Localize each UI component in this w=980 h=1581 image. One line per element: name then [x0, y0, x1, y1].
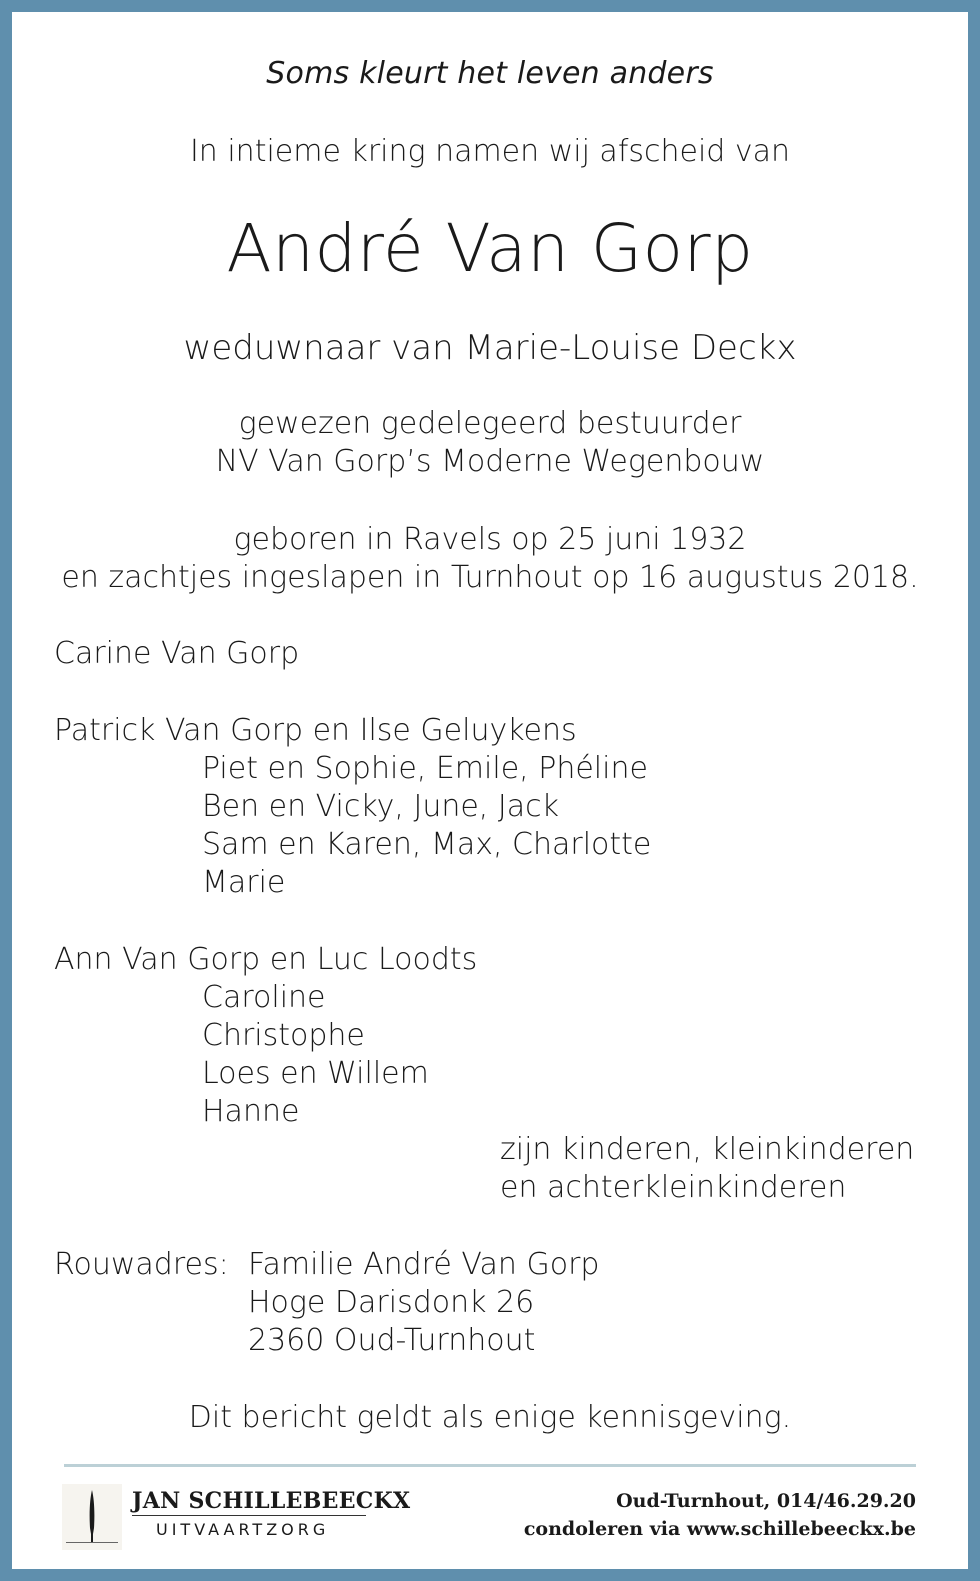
- funeral-home-logo: [62, 1484, 122, 1550]
- grandchild-line: Sam en Karen, Max, Charlotte: [202, 827, 652, 862]
- motto: Soms kleurt het leven anders: [266, 56, 714, 91]
- family-member: Patrick Van Gorp en Ilse Geluykens: [54, 713, 577, 748]
- intro-line: In intieme kring namen wij afscheid van: [189, 134, 791, 169]
- contact-phone-line: Oud-Turnhout, 014/46.29.20: [616, 1490, 916, 1512]
- obituary-card: [12, 12, 968, 1569]
- condolence-link[interactable]: condoleren via www.schillebeeckx.be: [523, 1518, 916, 1540]
- grandchild-line: Loes en Willem: [202, 1056, 429, 1091]
- address-line-1: Familie André Van Gorp: [248, 1247, 600, 1282]
- role-line-2: NV Van Gorp’s Moderne Wegenbouw: [215, 444, 765, 479]
- grandchild-line: Hanne: [202, 1094, 300, 1129]
- grandchild-line: Caroline: [202, 980, 326, 1015]
- birth-line: geboren in Ravels op 25 juni 1932: [233, 522, 747, 557]
- grandchild-line: Ben en Vicky, June, Jack: [202, 789, 559, 824]
- funeral-home-subtitle: UITVAARTZORG: [156, 1520, 330, 1539]
- relation-line-2: en achterkleinkinderen: [500, 1170, 847, 1205]
- grandchild-line: Marie: [202, 865, 286, 900]
- address-label: Rouwadres:: [54, 1247, 229, 1282]
- address-line-2: Hoge Darisdonk 26: [248, 1285, 535, 1320]
- relation-line-1: zijn kinderen, kleinkinderen: [500, 1132, 915, 1167]
- logo-ground-line: [66, 1542, 118, 1543]
- role-line-1: gewezen gedelegeerd bestuurder: [238, 406, 742, 441]
- address-line-3: 2360 Oud-Turnhout: [248, 1323, 536, 1358]
- grandchild-line: Christophe: [202, 1018, 365, 1053]
- cypress-tree-icon: [89, 1490, 95, 1542]
- widow-line: weduwnaar van Marie-Louise Deckx: [183, 328, 797, 368]
- grandchild-line: Piet en Sophie, Emile, Phéline: [202, 751, 648, 786]
- notice-line: Dit bericht geldt als enige kennisgeving.: [188, 1400, 792, 1435]
- deceased-name: André Van Gorp: [226, 210, 754, 287]
- death-line: en zachtjes ingeslapen in Turnhout op 16 augustus 2018.: [61, 560, 919, 595]
- family-member: Ann Van Gorp en Luc Loodts: [54, 942, 478, 977]
- footer-divider: [64, 1464, 916, 1467]
- brand-rule: [132, 1515, 366, 1516]
- funeral-home-name: JAN SCHILLEBEECKX: [132, 1488, 411, 1514]
- family-member: Carine Van Gorp: [54, 636, 300, 671]
